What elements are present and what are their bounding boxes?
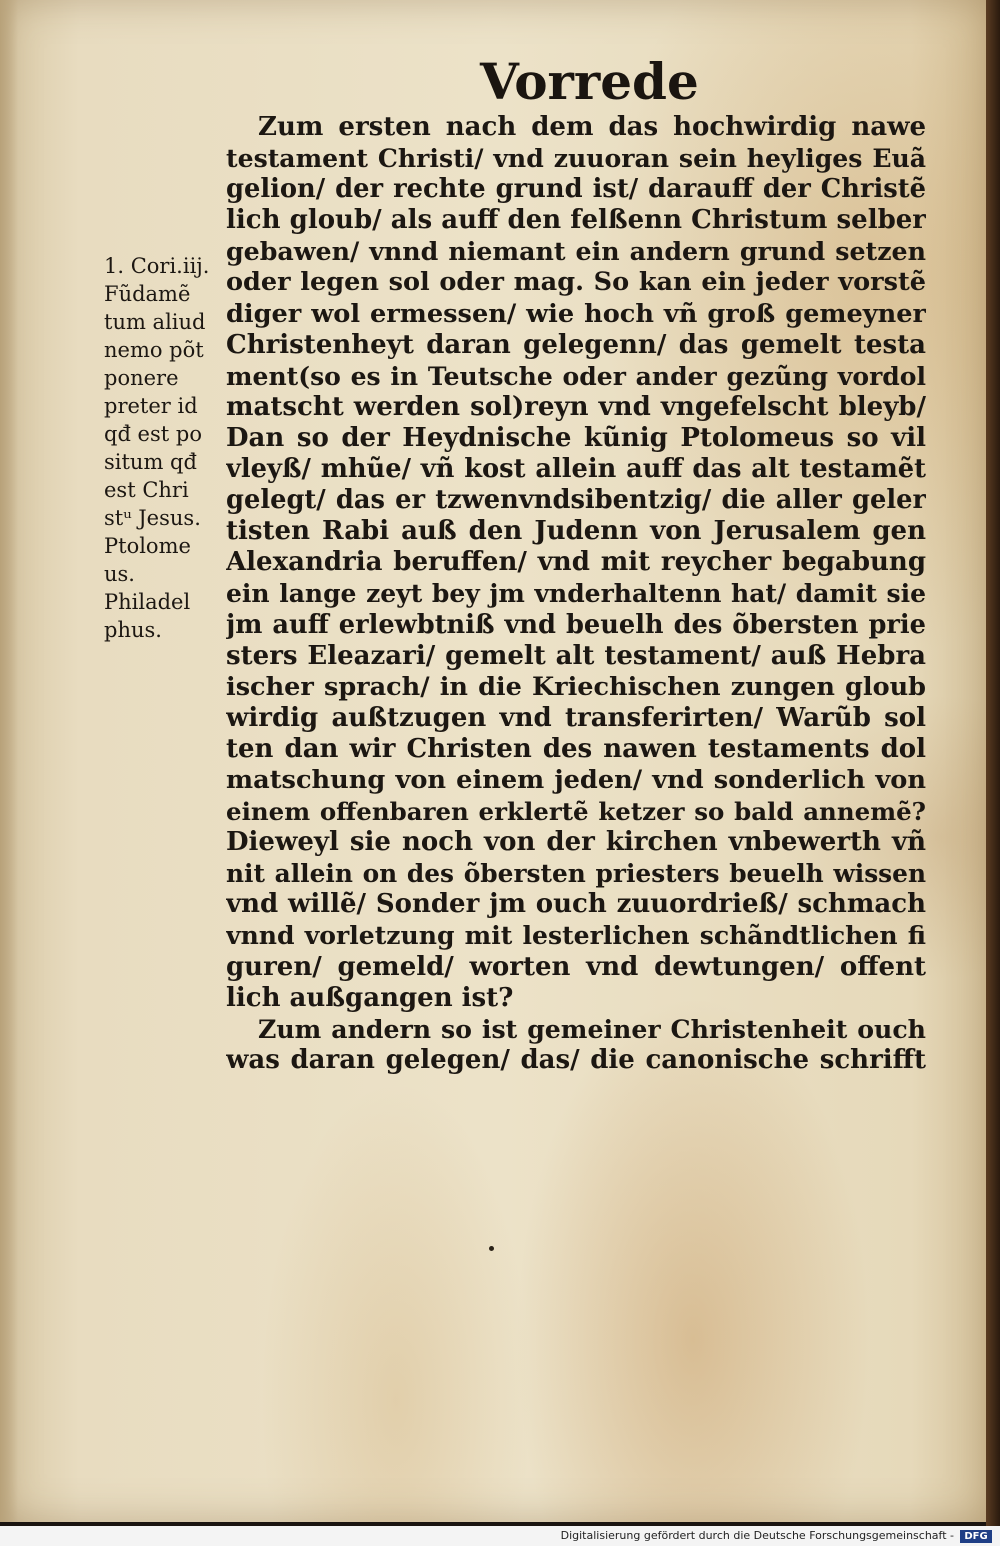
text-line: was daran gelegen/ das/ die canonische schrifft <box>226 1044 926 1075</box>
text-line: Alexandria beruffen/ vnd mit reycher begabung <box>226 547 926 578</box>
text-line: oder legen sol oder mag. So kan ein jeder vorstẽ <box>226 267 926 298</box>
text-line: ischer sprach/ in die Kriechischen zungen gloub <box>226 671 926 702</box>
text-line: matschung von einem jeden/ vnd sonderlich von <box>226 764 926 795</box>
marginal-note-line: ponere <box>104 366 179 390</box>
text-line: guren/ gemeld/ worten vnd dewtungen/ offent <box>226 951 926 982</box>
text-line: vleyß/ mhũe/ vñ kost allein auff das alt testamẽt <box>226 454 926 485</box>
text-line: gebawen/ vnnd niemant ein andern grund setzen <box>226 236 926 267</box>
text-line: jm auff erlewbtniß vnd beuelh des õbersten prie <box>226 609 926 640</box>
marginal-note-line: preter id <box>104 394 198 418</box>
book-edge <box>986 0 1000 1530</box>
text-line: gelion/ der rechte grund ist/ darauff der Christẽ <box>226 174 926 205</box>
marginal-note-line: Ptolome <box>104 534 191 558</box>
footer-credit: Digitalisierung gefördert durch die Deutsche Forschungsgemeinschaft - <box>560 1529 954 1542</box>
running-head: Vorrede <box>480 52 699 111</box>
text-line: Dieweyl sie noch von der kirchen vnbewerth vñ <box>226 827 926 858</box>
marginal-note-line: tum aliud <box>104 310 206 334</box>
text-line: ment(so es in Teutsche oder ander gezũng vordol <box>226 360 926 391</box>
body-text <box>226 112 926 1076</box>
footer-bar <box>0 1526 1000 1546</box>
page-gutter-shadow <box>0 0 18 1522</box>
marginal-note-line: est Chri <box>104 478 189 502</box>
text-line: ein lange zeyt bey jm vnderhaltenn hat/ damit sie <box>226 579 926 609</box>
text-line: Zum ersten nach dem das hochwirdig nawe <box>258 112 926 142</box>
text-line: Zum andern so ist gemeiner Christenheit ouch <box>258 1013 926 1044</box>
marginal-note-line: us. <box>104 562 135 586</box>
dfg-logo-icon: DFG <box>960 1530 992 1543</box>
marginal-note-line: Philadel <box>104 590 191 614</box>
text-line: sters Eleazari/ gemelt alt testament/ auß Hebra <box>226 640 926 671</box>
text-line: testament Christi/ vnd zuuoran sein heyliges Euã <box>226 143 926 174</box>
ink-dot <box>489 1246 494 1251</box>
text-line: nit allein on des õbersten priesters beuelh wissen <box>226 859 926 889</box>
marginal-notes <box>104 252 222 644</box>
text-line: lich gloub/ als auff den felßenn Christum selber <box>226 205 926 236</box>
text-line: gelegt/ das er tzwenvndsibentzig/ die aller geler <box>226 485 926 516</box>
text-line: ten dan wir Christen des nawen testaments dol <box>226 733 926 764</box>
text-line: lich außgangen ist? <box>226 982 514 1013</box>
marginal-note-line: nemo põt <box>104 338 204 362</box>
text-line: Christenheyt daran gelegenn/ das gemelt testa <box>226 329 926 360</box>
text-line: vnnd vorletzung mit lesterlichen schãndtlichen fi <box>226 920 926 951</box>
marginal-note-line: phus. <box>104 618 162 642</box>
text-line: einem offenbaren erklertẽ ketzer so bald annemẽ? <box>226 797 926 827</box>
marginal-note-line: stᵘ Jesus. <box>104 506 201 530</box>
marginal-note-line: 1. Cori.iij. <box>104 254 210 278</box>
text-line: diger wol ermessen/ wie hoch vñ groß gemeyner <box>226 298 926 329</box>
text-line: matscht werden sol)reyn vnd vngefelscht bleyb/ <box>226 391 926 422</box>
text-line: tisten Rabi auß den Judenn von Jerusalem gen <box>226 516 926 547</box>
text-line: wirdig außtzugen vnd transferirten/ Warũb sol <box>226 702 926 733</box>
text-line: Dan so der Heydnische kũnig Ptolomeus so vil <box>226 422 926 453</box>
marginal-note-line: qđ est po <box>104 422 202 446</box>
marginal-note-line: Fũdamẽ <box>104 282 191 306</box>
marginal-note-line: situm qđ <box>104 450 197 474</box>
text-line: vnd willẽ/ Sonder jm ouch zuuordrieß/ schmach <box>226 889 926 920</box>
